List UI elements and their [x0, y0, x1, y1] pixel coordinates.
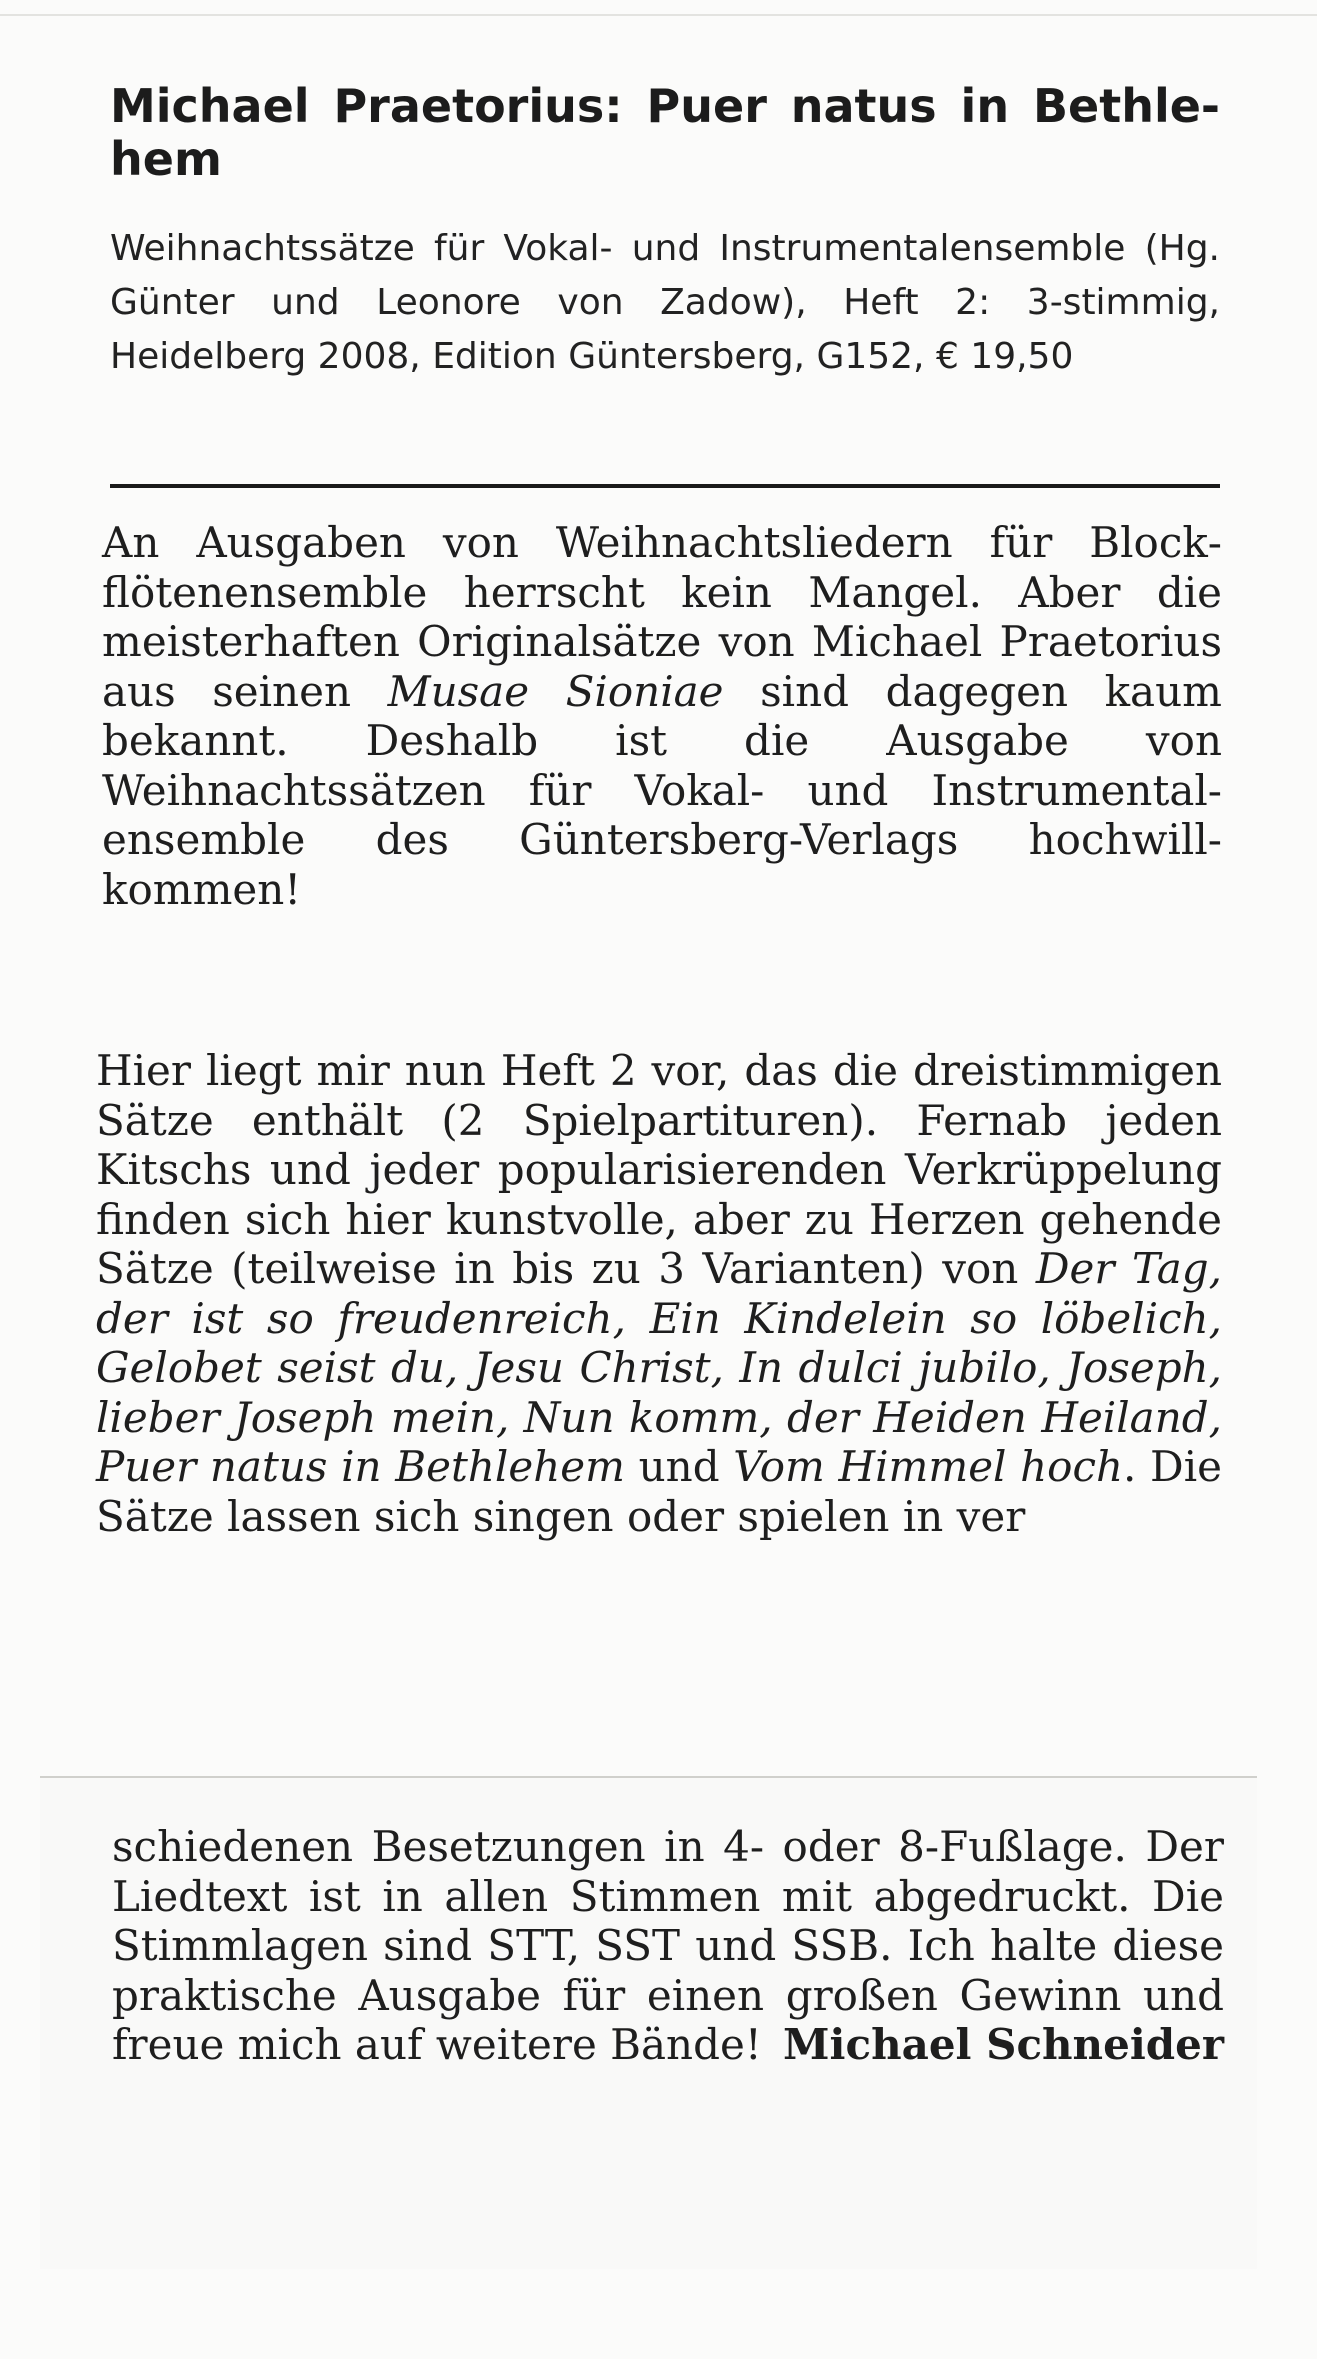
review-paragraph-3: [112, 1822, 1224, 2070]
publication-details: Weihnachtssätze für Vokal- und Instrumentalensemble (Hg. Günter und Leonore von Zadow), Heft 2: 3-stimmig, Heidelberg 2008, Edition Güntersberg, G152, € 19,50: [110, 228, 1220, 377]
review-heading: Michael Praetorius: Puer natus in Bethlehem: [110, 79, 1220, 186]
paragraph-3-text: schiedenen Besetzungen in 4- oder 8-Fußlage. Der Liedtext ist in allen Stimmen mit abgedruckt. Die Stimmlagen sind STT, SST und SSB. Ich halte diese praktische Ausgabe für einen großen Gewinn und freue mich auf weitere Bände!: [112, 1822, 1224, 2069]
work-title: Musae Sioniae: [387, 666, 724, 716]
paragraph-2-intro: Hier liegt mir nun Heft 2 vor, das die dreistimmigen Sätze enthält (2 Spielpartituren). Fernab jeden Kitschs und jeder popularisierenden Verkrüppelung finden sich hier kunstvolle, aber zu Herzen gehende Sätze (teilweise in bis zu 3 Varianten) von: [96, 1046, 1222, 1293]
review-author: Michael Schneider: [783, 2020, 1224, 2069]
review-paragraph-1: [102, 518, 1222, 914]
paragraph-1-text-start: An Ausgaben von Weihnachtsliedern für Blockflötenensemble herrscht kein Mangel. Aber die meisterhaften Originalsätze von Michael Praetorius aus seinen: [102, 518, 1222, 716]
paragraph-2-end: . Die Sätze lassen sich singen oder spielen in ver: [96, 1442, 1223, 1541]
song-title-last: Vom Himmel hoch: [733, 1442, 1124, 1491]
page-edge: [0, 14, 1317, 16]
paragraph-2-joiner: und: [624, 1442, 734, 1491]
song-titles: Der Tag, der ist so freudenreich, Ein Kindelein so löbelich, Gelobet seist du, Jesu Christ, In dulci jubilo, Joseph, lieber Joseph mein, Nun komm, der Heiden Heiland, Puer natus in Bethlehem: [96, 1244, 1222, 1491]
review-paragraph-2: [96, 1046, 1222, 1541]
heading-divider: [110, 484, 1220, 488]
paragraph-1-text-end: sind dagegen kaum bekannt. Deshalb ist die Ausgabe von Weihnachtssätzen für Vokal- und Instrumentalensemble des Güntersberg-Verlags hochwillkommen!: [102, 666, 1222, 914]
